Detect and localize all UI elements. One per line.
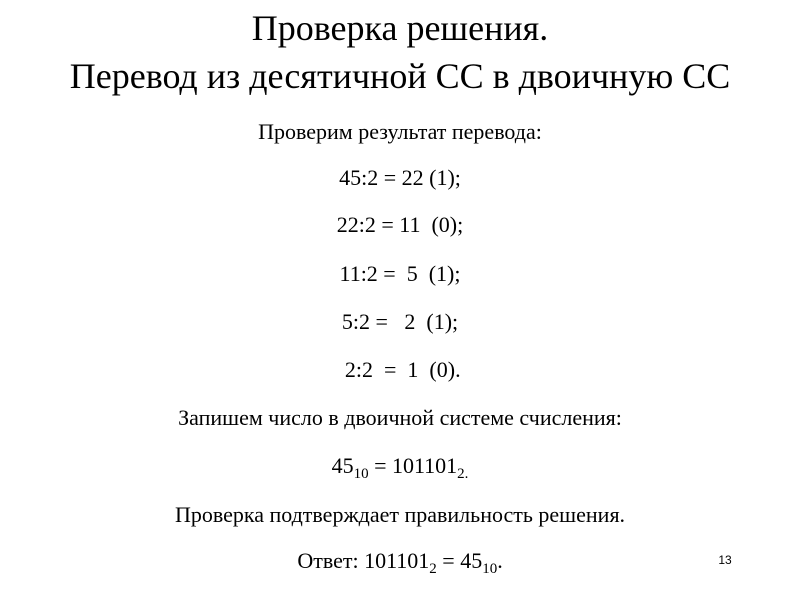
page-number: 13: [718, 553, 732, 567]
slide-title-line-1: Проверка решения.: [251, 8, 549, 48]
decimal-base: 10: [353, 466, 369, 482]
answer-binary-base: 2: [429, 561, 437, 577]
intro-text: Проверим результат перевода:: [258, 119, 542, 144]
answer-equals-sign: =: [436, 548, 461, 573]
division-step-1: 45:2 = 22 (1);: [339, 165, 461, 190]
division-step-2: 22:2 = 11 (0);: [336, 212, 464, 237]
answer-decimal-number: 45: [460, 548, 483, 573]
division-step-4: 5:2 = 2 (1);: [341, 309, 459, 334]
answer-binary-number: 101101: [364, 548, 430, 573]
answer-line: [0, 548, 800, 577]
answer-suffix: .: [497, 548, 503, 573]
decimal-number: 45: [331, 453, 354, 478]
division-step-3: 11:2 = 5 (1);: [339, 261, 461, 286]
confirmation-text: Проверка подтверждает правильность решения.: [174, 502, 626, 527]
binary-number: 101101: [391, 453, 458, 478]
division-step-5: 2:2 = 1 (0).: [339, 357, 461, 382]
conversion-equation: [0, 453, 800, 482]
answer-decimal-base: 10: [482, 561, 498, 577]
slide-title-line-2: Перевод из десятичной СС в двоичную СС: [69, 56, 731, 96]
record-text: Запишем число в двоичной системе счисления:: [178, 405, 622, 430]
equals-sign: =: [368, 453, 392, 478]
binary-base: 2.: [457, 466, 469, 482]
answer-prefix: Ответ:: [297, 548, 365, 573]
